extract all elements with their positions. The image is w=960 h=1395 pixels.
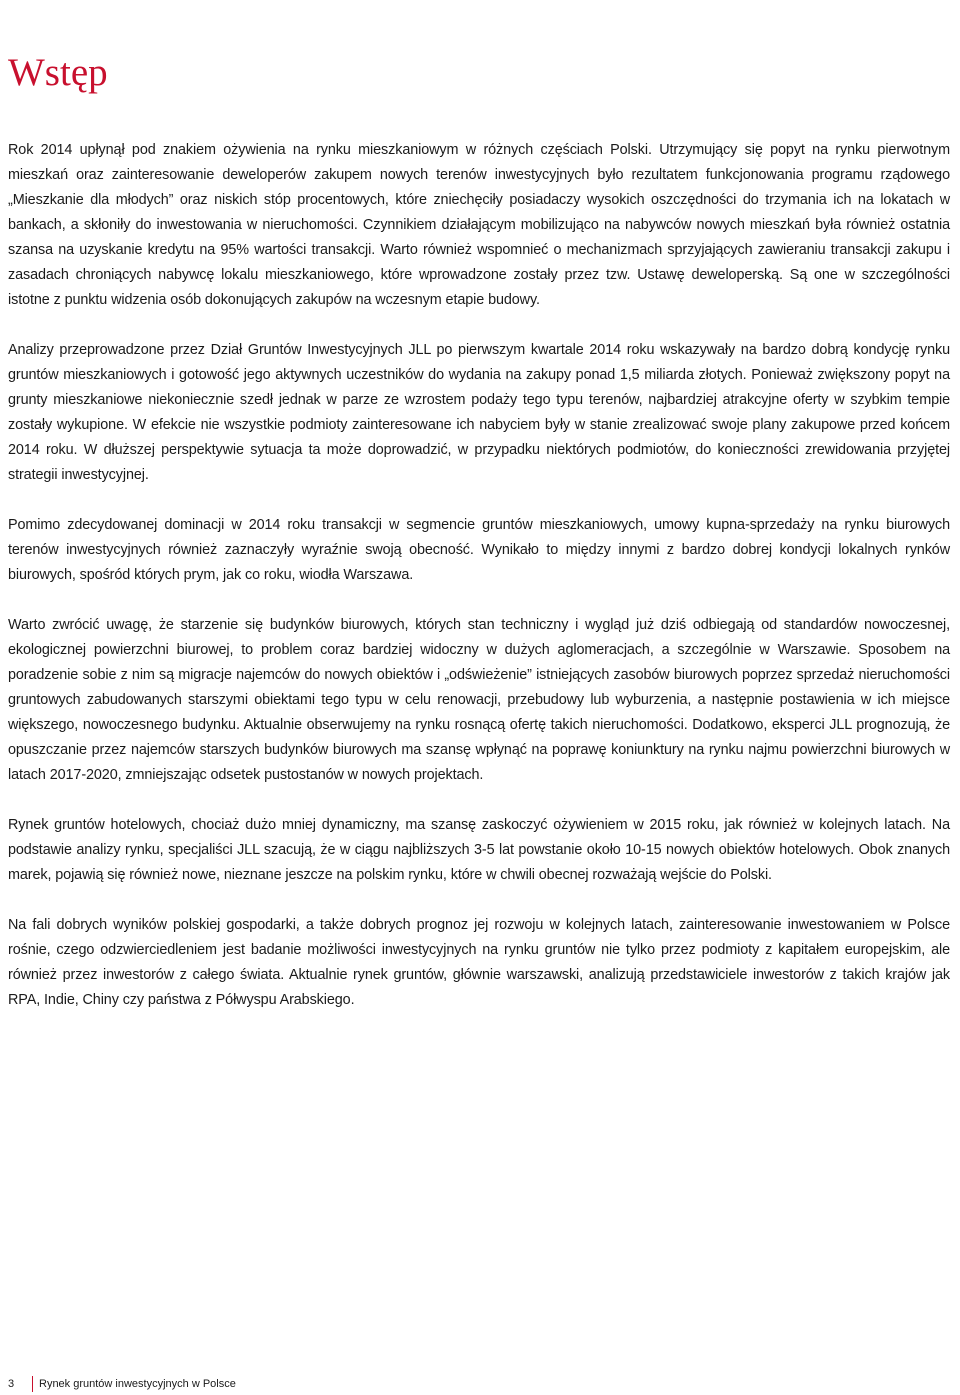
paragraph: Pomimo zdecydowanej dominacji w 2014 roku transakcji w segmencie gruntów mieszkaniowych, umowy kupna-sprzedaży na rynku biurowych terenów inwestycyjnych również zaznaczyły wyraźnie swoją obecność. Wynikało to między innymi z bardzo dobrej kondycji lokalnych rynków biurowych, spośród których prym, jak co roku, wiodła Warszawa. <box>8 517 950 583</box>
paragraph: Rynek gruntów hotelowych, chociaż dużo mniej dynamiczny, ma szansę zaskoczyć ożywieniem w 2015 roku, jak również w kolejnych latach. Na podstawie analizy rynku, specjaliści JLL szacują, że w ciągu najbliższych 3-5 lat powstanie około 10-15 nowych obiektów hotelowych. Obok znanych marek, pojawią się również nowe, nieznane jeszcze na polskim rynku, które w chwili obecnej rozważają wejście do Polski. <box>8 817 950 883</box>
publication-title: Rynek gruntów inwestycyjnych w Polsce <box>39 1378 236 1390</box>
article-body <box>8 138 950 1038</box>
page-footer <box>8 1376 236 1392</box>
page-title: Wstęp <box>8 51 108 94</box>
paragraph: Analizy przeprowadzone przez Dział Gruntów Inwestycyjnych JLL po pierwszym kwartale 2014 roku wskazywały na bardzo dobrą kondycję rynku gruntów mieszkaniowych i gotowość jego aktywnych uczestników do wydania na zakupy ponad 1,5 miliarda złotych. Ponieważ zwiększony popyt na grunty mieszkaniowe niekoniecznie szedł jednak w parze ze wzrostem podaży tego typu terenów, najbardziej atrakcyjne oferty w szybkim tempie zostały wykupione. W efekcie nie wszystkie podmioty zainteresowane ich nabyciem były w stanie zrealizować swoje plany zakupowe przed końcem 2014 roku. W dłuższej perspektywie sytuacja ta może doprowadzić, w przypadku niektórych podmiotów, do konieczności zrewidowania przyjętej strategii inwestycyjnej. <box>8 342 950 483</box>
paragraph: Na fali dobrych wyników polskiej gospodarki, a także dobrych prognoz jej rozwoju w kolejnych latach, zainteresowanie inwestowaniem w Polsce rośnie, czego odzwierciedleniem jest badanie możliwości inwestycyjnych na rynku gruntów nie tylko przez podmioty z kapitałem europejskim, ale również przez inwestorów z całego świata. Aktualnie rynek gruntów, głównie warszawski, analizują przedstawiciele inwestorów z takich krajów jak RPA, Indie, Chiny czy państwa z Półwyspu Arabskiego. <box>8 917 950 1008</box>
paragraph: Warto zwrócić uwagę, że starzenie się budynków biurowych, których stan techniczny i wygląd już dziś odbiegają od standardów nowoczesnej, ekologicznej powierzchni biurowej, to problem coraz bardziej widoczny w dużych aglomeracjach, a szczególnie w Warszawie. Sposobem na poradzenie sobie z nim są migracje najemców do nowych obiektów i „odświeżenie” istniejących zasobów biurowych poprzez sprzedaż nieruchomości gruntowych zabudowanych starszymi obiektami tego typu w celu renowacji, przebudowy lub wyburzenia, a następnie postawienia w ich miejsce większego, nowoczesnego budynku. Aktualnie obserwujemy na rynku rosnącą ofertę takich nieruchomości. Dodatkowo, eksperci JLL prognozują, że opuszczanie przez najemców starszych budynków biurowych ma szansę wpłynąć na poprawę koniunktury na rynku najmu powierzchni biurowych w latach 2017-2020, zmniejszając odsetek pustostanów w nowych projektach. <box>8 617 950 783</box>
paragraph: Rok 2014 upłynął pod znakiem ożywienia na rynku mieszkaniowym w różnych częściach Polski. Utrzymujący się popyt na rynku pierwotnym mieszkań oraz zainteresowanie deweloperów zakupem nowych terenów inwestycyjnych było rezultatem funkcjonowania programu rządowego „Mieszkanie dla młodych” oraz niskich stóp procentowych, które zniechęciły posiadaczy wysokich oszczędności do trzymania ich na lokatach w bankach, a skłoniły do inwestowania w nieruchomości. Czynnikiem działającym mobilizująco na nabywców nowych mieszkań była również ostatnia szansa na uzyskanie kredytu na 95% wartości transakcji. Warto również wspomnieć o mechanizmach sprzyjających zawieraniu transakcji zakupu i zasadach chroniących nabywcę lokalu mieszkaniowego, które wprowadzone zostały przez tzw. Ustawę deweloperską. Są one w szczególności istotne z punktu widzenia osób dokonujących zakupów na wczesnym etapie budowy. <box>8 142 950 308</box>
footer-separator <box>32 1376 33 1392</box>
page-number: 3 <box>8 1378 15 1390</box>
